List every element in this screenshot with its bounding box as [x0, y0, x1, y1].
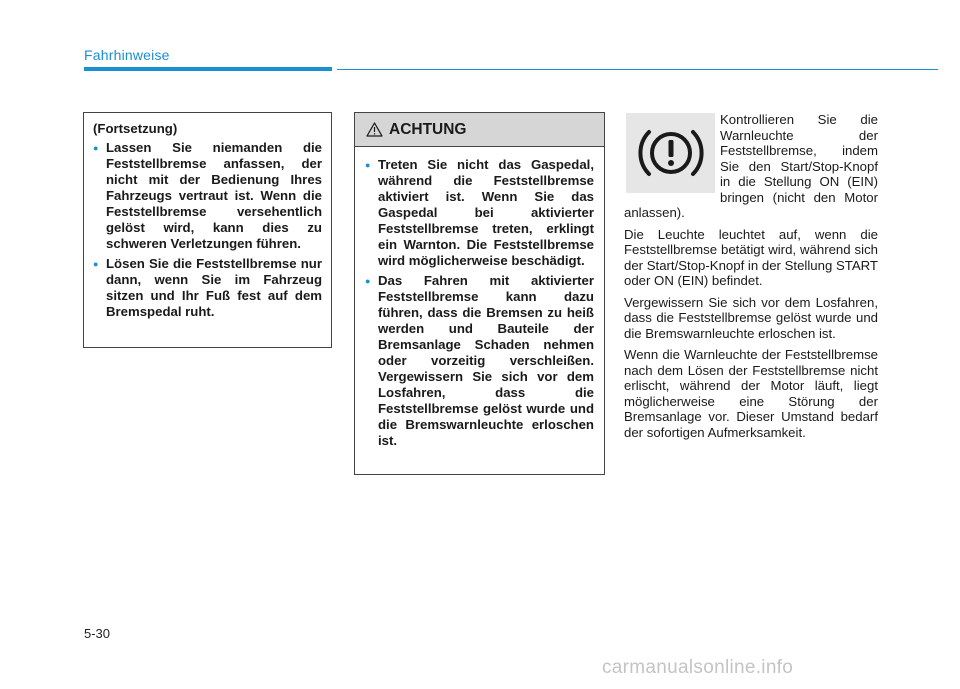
body-text-column [624, 112, 878, 446]
continuation-list [93, 140, 322, 320]
header-rule-thick [84, 67, 332, 71]
list-item: ● Lösen Sie die Feststellbremse nur dann, wenn Sie im Fahrzeug sitzen und Ihr Fuß fest auf dem Bremspedal ruht. [93, 256, 322, 320]
continuation-heading: (Fortsetzung) [93, 121, 178, 136]
list-item: ● Das Fahren mit aktivierter Feststellbremse kann dazu führen, dass die Bremsen zu heiß werden und Bauteile der Bremsanlage Schaden nehmen oder vorzeitig verschleißen. Vergewissern Sie sich vor dem Losfahren, dass die Feststellbremse gelöst wurde und die Bremswarnleuchte erloschen ist. [365, 273, 594, 449]
paragraph: Die Leuchte leuchtet auf, wenn die Feststellbremse betätigt wird, während sich der Start/Stop-Knopf in der Stellung START oder ON (EIN) befindet. [624, 226, 878, 288]
caution-title: ACHTUNG [389, 120, 467, 138]
paragraph: Kontrollieren Sie die Warnleuchte der Feststellbremse, indem Sie den Start/Stop-Knopf in die Stellung ON (EIN) bringen (nicht den Motor anlassen). [624, 112, 878, 220]
caution-box [354, 112, 605, 475]
caution-list [365, 157, 594, 449]
watermark: carmanualsonline.info [602, 657, 794, 678]
list-item: ● Lassen Sie niemanden die Feststellbremse anfassen, der nicht mit der Bedienung Ihres Fahrzeugs vertraut ist. Wenn die Feststellbremse versehentlich gelöst wird, kann dies zu schweren Verletzungen führen. [93, 140, 322, 252]
continuation-box [83, 112, 332, 348]
caution-body [355, 147, 604, 461]
warning-triangle-icon [366, 122, 383, 137]
header-rule-thin [337, 69, 938, 70]
list-item: ● Treten Sie nicht das Gaspedal, während die Feststellbremse aktiviert ist. Wenn Sie das Gaspedal bei aktivierter Feststellbremse treten, erklingt ein Warnton. Die Feststellbremse wird möglicherweise beschädigt. [365, 157, 594, 269]
paragraph: Wenn die Warnleuchte der Feststellbremse nach dem Lösen der Feststellbremse nicht erlischt, während der Motor läuft, liegt möglicherweise eine Störung der Bremsanlage vor. Dieser Umstand bedarf der sofortigen Aufmerksamkeit. [624, 347, 878, 440]
paragraph: Vergewissern Sie sich vor dem Losfahren, dass die Feststellbremse gelöst wurde und die Bremswarnleuchte erloschen ist. [624, 294, 878, 341]
section-title: Fahrhinweise [84, 47, 170, 63]
page-number: 5-30 [84, 626, 111, 641]
caution-header [355, 113, 604, 147]
